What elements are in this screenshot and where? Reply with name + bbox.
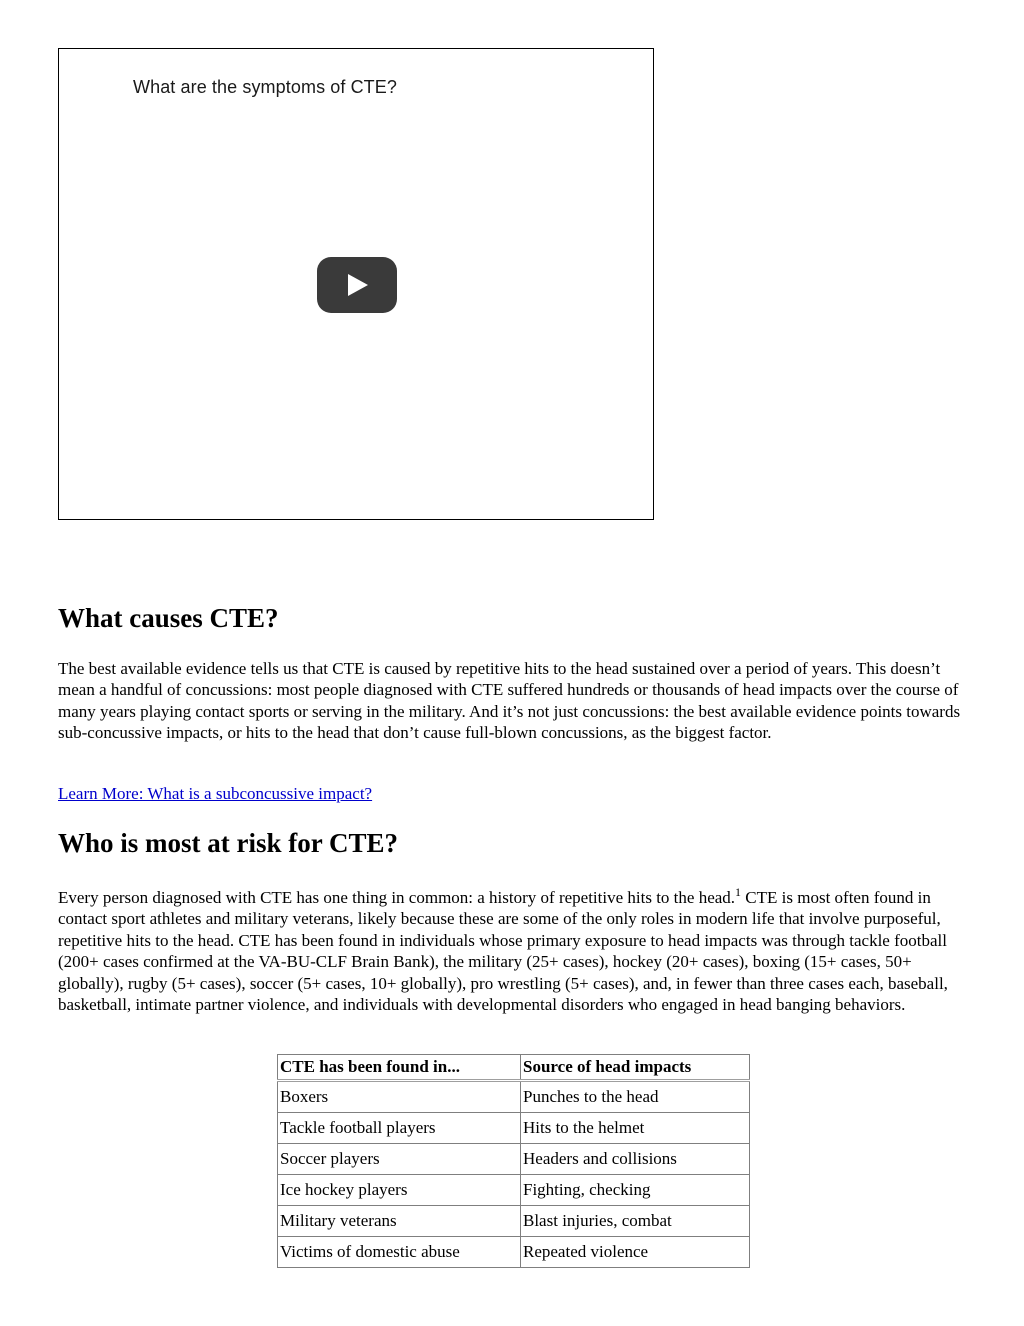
table-row (278, 1144, 750, 1175)
table-cell-group: Military veterans (278, 1206, 521, 1237)
table-cell-source: Blast injuries, combat (521, 1206, 750, 1237)
table-cell-source: Repeated violence (521, 1237, 750, 1268)
paragraph-causes: The best available evidence tells us that CTE is caused by repetitive hits to the head sustained over a period of years. This doesn’t mean a handful of concussions: most people diagnosed with CTE suffered hundreds or thousands of head impacts over the course of many years playing contact sports or serving in the military. And it’s not just concussions: the best available evidence points towards sub-concussive impacts, or hits to the head that don’t cause full-blown concussions, as the biggest factor. (58, 659, 961, 743)
table-cell-group: Tackle football players (278, 1113, 521, 1144)
table-row (278, 1081, 750, 1113)
table-row (278, 1206, 750, 1237)
table-cell-group: Victims of domestic abuse (278, 1237, 521, 1268)
table-cell-group: Soccer players (278, 1144, 521, 1175)
table-row (278, 1175, 750, 1206)
cte-exposure-table (277, 1054, 750, 1268)
table-cell-group: Ice hockey players (278, 1175, 521, 1206)
play-icon (317, 257, 397, 313)
learn-more-link[interactable]: Learn More: What is a subconcussive impact? (58, 784, 373, 803)
table-cell-source: Headers and collisions (521, 1144, 750, 1175)
paragraph-risk (58, 887, 964, 1015)
table-cell-source: Hits to the helmet (521, 1113, 750, 1144)
play-button[interactable] (317, 257, 397, 313)
video-player[interactable] (58, 48, 654, 520)
heading-what-causes-cte: What causes CTE? (58, 603, 279, 633)
paragraph-risk-rest: CTE is most often found in contact sport athletes and military veterans, likely because these are some of the only roles in modern life that involve purposeful, repetitive hits to the head. CTE has been found in individuals whose primary exposure to head impacts was through tackle football (200+ cases confirmed at the VA-BU-CLF Brain Bank), the military (25+ cases), hockey (20+ cases), boxing (15+ cases, 50+ globally), rugby (5+ cases), soccer (5+ cases, 10+ globally), pro wrestling (5+ cases), and, in fewer than three cases each, baseball, basketball, intimate partner violence, and individuals with developmental disorders who engaged in head banging behaviors. (58, 888, 948, 1015)
table-row (278, 1113, 750, 1144)
video-title[interactable]: What are the symptoms of CTE? (133, 77, 397, 97)
table-cell-group: Boxers (278, 1081, 521, 1113)
table-cell-source: Fighting, checking (521, 1175, 750, 1206)
table-header-row (278, 1055, 750, 1081)
table-row (278, 1237, 750, 1268)
table-header-source: Source of head impacts (521, 1055, 750, 1081)
footnote-marker[interactable]: 1 (735, 885, 742, 899)
table-cell-source: Punches to the head (521, 1081, 750, 1113)
heading-who-is-at-risk: Who is most at risk for CTE? (58, 828, 399, 858)
table-header-found-in: CTE has been found in... (278, 1055, 521, 1081)
paragraph-risk-start: Every person diagnosed with CTE has one thing in common: a history of repetitive hits to the head. (58, 888, 736, 907)
